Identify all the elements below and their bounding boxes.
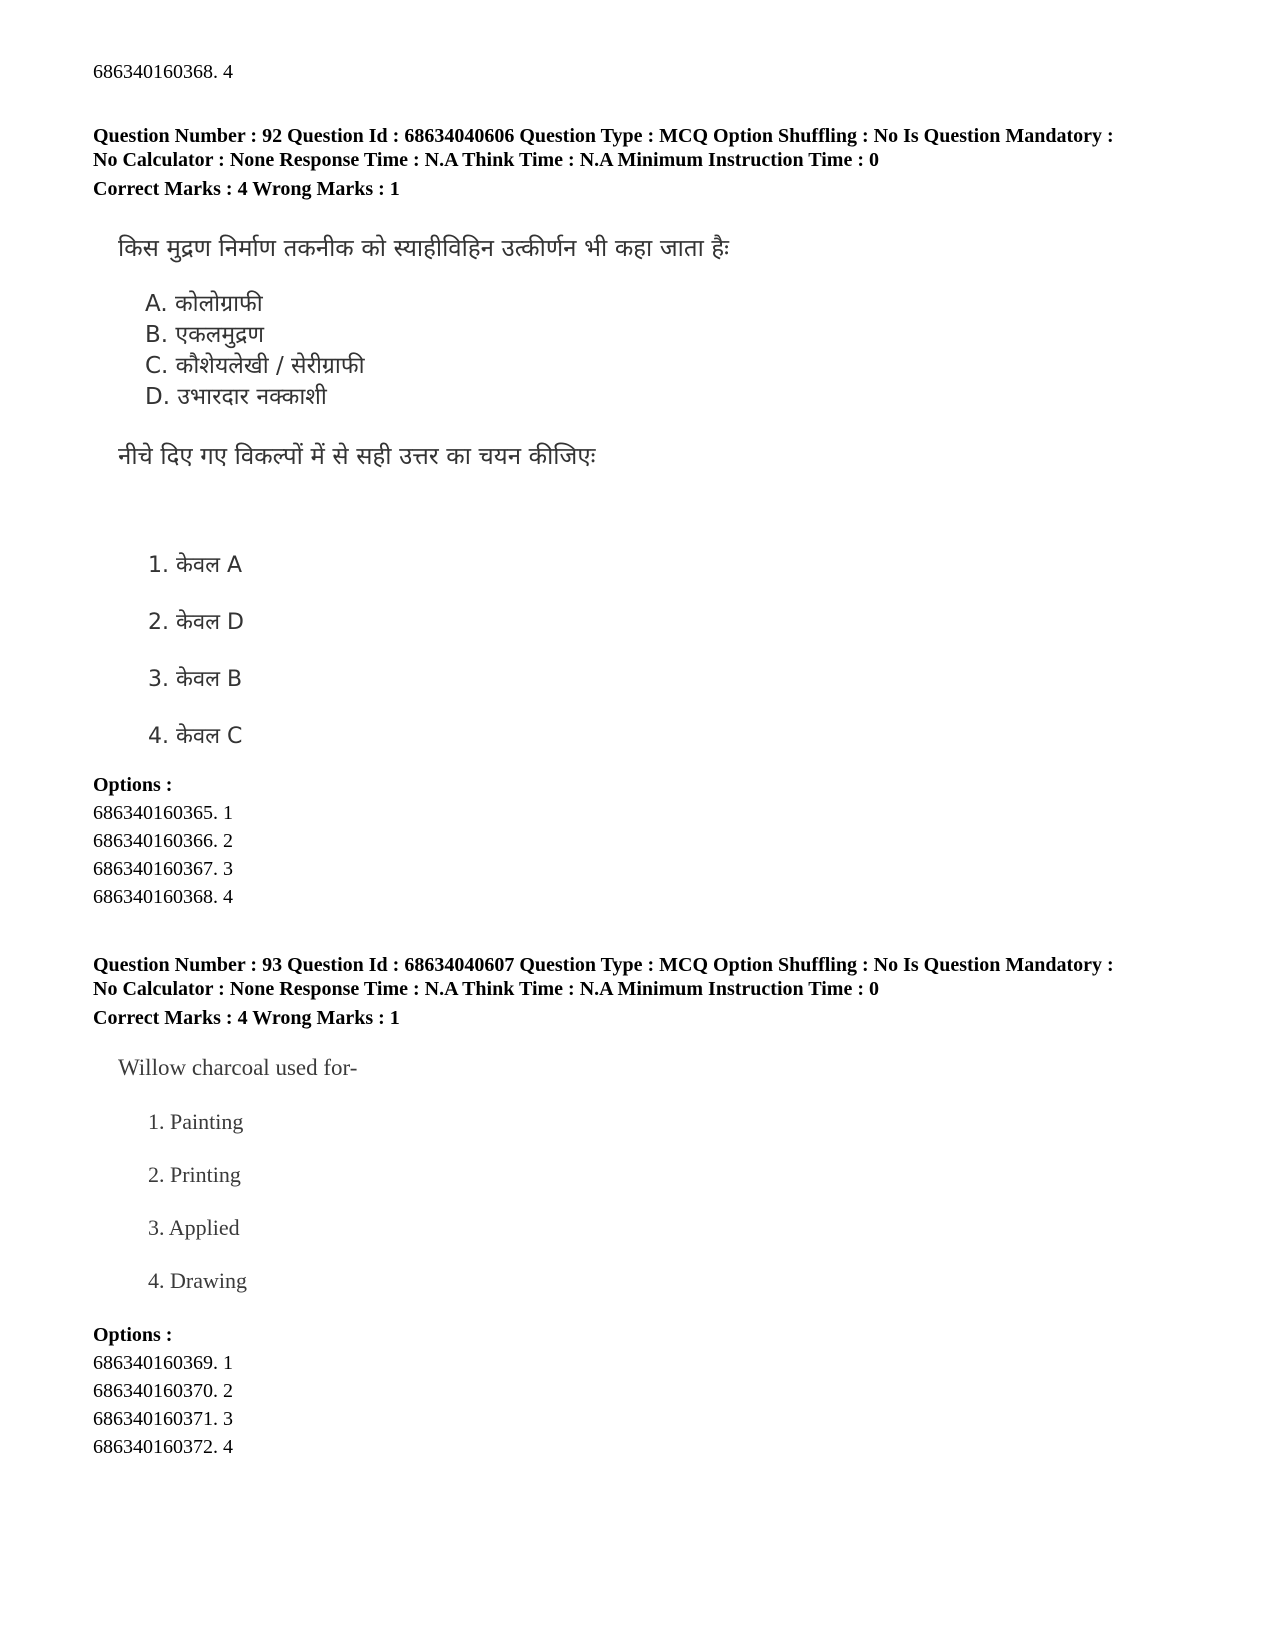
choice-2: 2. केवल D bbox=[148, 610, 244, 635]
option-id-3: 686340160371. 3 bbox=[93, 1408, 233, 1430]
choice-2: 2. Printing bbox=[148, 1162, 241, 1187]
question-marks: Correct Marks : 4 Wrong Marks : 1 bbox=[93, 1007, 400, 1029]
question-meta-line1: Question Number : 93 Question Id : 68634040607 Question Type : MCQ Option Shuffling : No Is Question Mandatory : bbox=[93, 954, 1114, 976]
option-id-1: 686340160369. 1 bbox=[93, 1352, 233, 1374]
question-stem: किस मुद्रण निर्माण तकनीक को स्याहीविहिन उत्कीर्णन भी कहा जाता हैः bbox=[118, 234, 730, 262]
option-id-1: 686340160365. 1 bbox=[93, 802, 233, 824]
previous-option-line: 686340160368. 4 bbox=[93, 61, 233, 83]
option-id-2: 686340160370. 2 bbox=[93, 1380, 233, 1402]
statement-c: C. कौशेयलेखी / सेरीग्राफी bbox=[145, 353, 365, 379]
choice-4: 4. Drawing bbox=[148, 1268, 247, 1293]
choice-1: 1. केवल A bbox=[148, 553, 243, 578]
choice-1: 1. Painting bbox=[148, 1109, 244, 1134]
option-id-4: 686340160368. 4 bbox=[93, 886, 233, 908]
statement-b: B. एकलमुद्रण bbox=[145, 322, 264, 348]
statement-a: A. कोलोग्राफी bbox=[145, 291, 263, 317]
question-meta-line2: No Calculator : None Response Time : N.A Think Time : N.A Minimum Instruction Time : 0 bbox=[93, 978, 879, 1000]
question-stem: Willow charcoal used for- bbox=[118, 1055, 358, 1080]
options-label: Options : bbox=[93, 774, 173, 796]
choice-3: 3. केवल B bbox=[148, 667, 243, 692]
option-id-4: 686340160372. 4 bbox=[93, 1436, 233, 1458]
question-meta-line1: Question Number : 92 Question Id : 68634040606 Question Type : MCQ Option Shuffling : No Is Question Mandatory : bbox=[93, 125, 1114, 147]
question-meta-line2: No Calculator : None Response Time : N.A Think Time : N.A Minimum Instruction Time : 0 bbox=[93, 149, 879, 171]
question-instruction: नीचे दिए गए विकल्पों में से सही उत्तर का चयन कीजिएः bbox=[118, 442, 596, 470]
option-id-2: 686340160366. 2 bbox=[93, 830, 233, 852]
choice-3: 3. Applied bbox=[148, 1215, 240, 1240]
choice-4: 4. केवल C bbox=[148, 724, 243, 749]
question-marks: Correct Marks : 4 Wrong Marks : 1 bbox=[93, 178, 400, 200]
option-id-3: 686340160367. 3 bbox=[93, 858, 233, 880]
statement-d: D. उभारदार नक्काशी bbox=[145, 384, 327, 410]
options-label: Options : bbox=[93, 1324, 173, 1346]
